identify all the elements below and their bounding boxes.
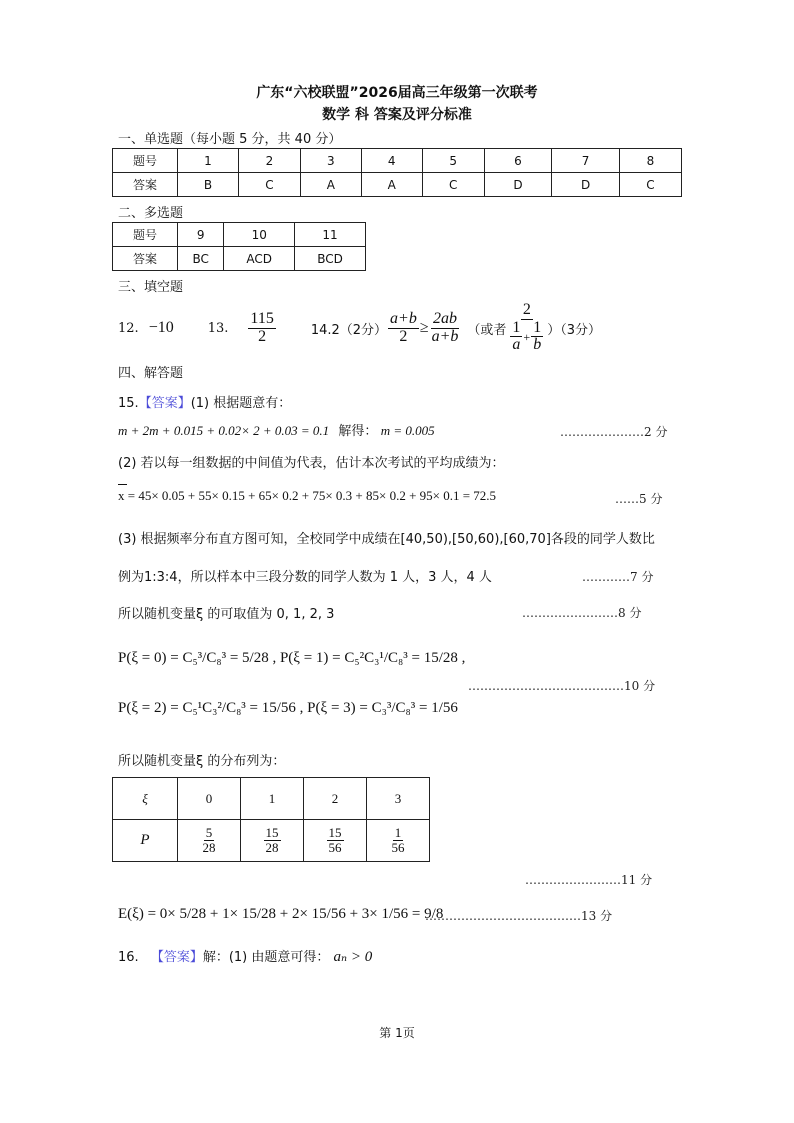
answer-cell: ACD [224,247,295,271]
question-number: 6 [484,149,552,173]
question-number: 3 [300,149,361,173]
q15-header [118,392,291,411]
q14-lhs-fraction [388,311,419,346]
section3-heading: 三、填空题 [118,280,184,295]
question-number: 2 [238,149,300,173]
section4-heading: 四、解答题 [118,366,184,381]
xi-value: 3 [367,778,430,820]
numerator: 15 [328,825,342,841]
question-number: 7 [552,149,620,173]
plus-sign: + [523,329,531,344]
row-label: P [113,820,178,862]
probability-line-2: P(ξ = 2) = C₅¹C₃²/C₈³ = 15/56 , P(ξ = 3) = C₃³/C₈³ = 1/56 [118,700,458,716]
q14-alt-prefix: （或者 [467,322,507,338]
table-row [113,149,682,173]
score-marker: …………7 分 [582,570,654,584]
row-label: ξ [113,778,178,820]
q13-label: 13. [207,320,229,336]
score-marker: …………………………………10 分 [468,679,656,693]
denominator: 28 [202,840,216,855]
score-marker: ……5 分 [615,492,663,506]
denominator [507,320,546,355]
row-label: 答案 [113,247,178,271]
q15-part2-intro: (2) 若以每一组数据的中间值为代表，估计本次考试的平均成绩为： [118,456,505,471]
q15-part3-line2: 例为1:3:4，所以样本中三段分数的同学人数为 1 人，3 人，4 人 [118,570,492,585]
q14-operator: ≥ [419,319,429,336]
q14-label: 14.2（2分） [310,322,388,338]
one-over-b [531,320,543,355]
denominator: 2 [258,327,267,345]
answer-cell: D [552,173,620,197]
score-marker: ……………………8 分 [522,606,642,620]
document-title: 广东“六校联盟”2026届高三年级第一次联考 [256,85,538,101]
q14-rhs-fraction [430,311,461,346]
denominator: a+b [431,327,459,345]
xbar-overline [118,484,127,485]
prob-fraction [201,826,218,854]
mean-equation: x = 45× 0.05 + 55× 0.15 + 65× 0.2 + 75× 0.3 + 85× 0.2 + 95× 0.1 = 72.5 [118,488,497,503]
table-row [113,247,366,271]
numerator: 1 [394,825,402,841]
q16-expression: aₙ > 0 [333,949,373,965]
q15-part1-equation-line [118,420,435,439]
row-label: 题号 [113,223,178,247]
q15-part1-solution: m = 0.005 [380,423,435,438]
answer-cell: C [422,173,484,197]
numerator: 1 [533,318,542,336]
q16-number: 16. [118,950,139,965]
denominator: 28 [265,840,279,855]
q16-header [118,946,372,966]
score-marker: …………………………………13 分 [425,909,613,923]
prob-fraction [264,826,281,854]
answer-cell: BCD [295,247,366,271]
question-number: 4 [361,149,422,173]
section1-heading: 一、单选题（每小题 5 分，共 40 分） [118,132,342,147]
distribution-intro: 所以随机变量ξ 的分布列为： [118,754,286,769]
probability-line-1: P(ξ = 0) = C₅³/C₈³ = 5/28 , P(ξ = 1) = C₅²C₃¹/C₈³ = 15/28 , [118,650,466,666]
answer-cell: BC [178,247,224,271]
q15-part1-intro: (1) 根据题意有： [190,396,292,411]
page-number: 第 1页 [379,1026,415,1040]
table-row [113,820,430,862]
q12-label: 12. [118,320,139,336]
expectation-equation: E(ξ) = 0× 5/28 + 1× 15/28 + 2× 15/56 + 3× 1/56 = 9/8 [118,906,444,922]
answer-cell: D [484,173,552,197]
numerator: a+b [390,309,417,327]
row-label: 题号 [113,149,178,173]
q15-part2-equation [118,488,496,504]
table-row [113,223,366,247]
q12-answer: −10 [148,319,174,336]
table-row [113,173,682,197]
q14-alt-fraction [507,302,546,354]
prob-fraction [327,826,344,854]
xi-value: 0 [178,778,241,820]
question-number: 5 [422,149,484,173]
denominator: 2 [399,327,408,345]
prob-fraction [390,826,407,854]
document-subtitle: 数学 科 答案及评分标准 [322,107,472,123]
prob-cell [304,820,367,862]
q15-part3-line1: (3) 根据频率分布直方图可知，全校同学中成绩在[40,50),[50,60),[60,70]各段的同学人数比 [118,532,655,547]
q13-fraction [248,311,275,346]
q15-number: 15. [118,396,139,411]
answer-cell: A [361,173,422,197]
multi-choice-table [112,222,366,271]
question-number: 11 [295,223,366,247]
solve-label: 解得： [338,424,378,439]
score-marker: …………………2 分 [560,425,668,439]
answer-tag: 【答案】 [138,396,191,411]
prob-cell [367,820,430,862]
xi-value: 2 [304,778,367,820]
single-choice-table [112,148,682,197]
denominator: 56 [391,840,405,855]
numerator: 2ab [433,309,457,327]
numerator: 1 [512,318,521,336]
answer-cell: C [238,173,300,197]
one-over-a [510,320,522,355]
xi-value: 1 [241,778,304,820]
numerator: 15 [265,825,279,841]
numerator: 5 [205,825,213,841]
q15-part1-equation: m + 2m + 0.015 + 0.02× 2 + 0.03 = 0.1 [118,423,330,438]
prob-cell [178,820,241,862]
q14-alt-suffix: ）（3分） [547,322,601,338]
fill-blank-answers [118,300,601,354]
answer-cell: A [300,173,361,197]
denominator: b [533,336,542,354]
numerator: 115 [250,309,274,327]
denominator: 56 [328,840,342,855]
answer-cell: C [619,173,681,197]
question-number: 10 [224,223,295,247]
answer-cell: B [178,173,239,197]
score-marker: ……………………11 分 [525,873,653,887]
question-number: 1 [178,149,239,173]
denominator: a [512,336,521,354]
question-number: 9 [178,223,224,247]
numerator: 2 [522,300,531,318]
section2-heading: 二、多选题 [118,206,184,221]
q16-text: 解：(1) 由题意可得： [202,950,330,965]
answer-tag: 【答案】 [150,950,203,965]
q15-part3-line3: 所以随机变量ξ 的可取值为 0, 1, 2, 3 [118,607,335,622]
row-label: 答案 [113,173,178,197]
distribution-table [112,777,430,862]
table-row [113,778,430,820]
prob-cell [241,820,304,862]
question-number: 8 [619,149,681,173]
